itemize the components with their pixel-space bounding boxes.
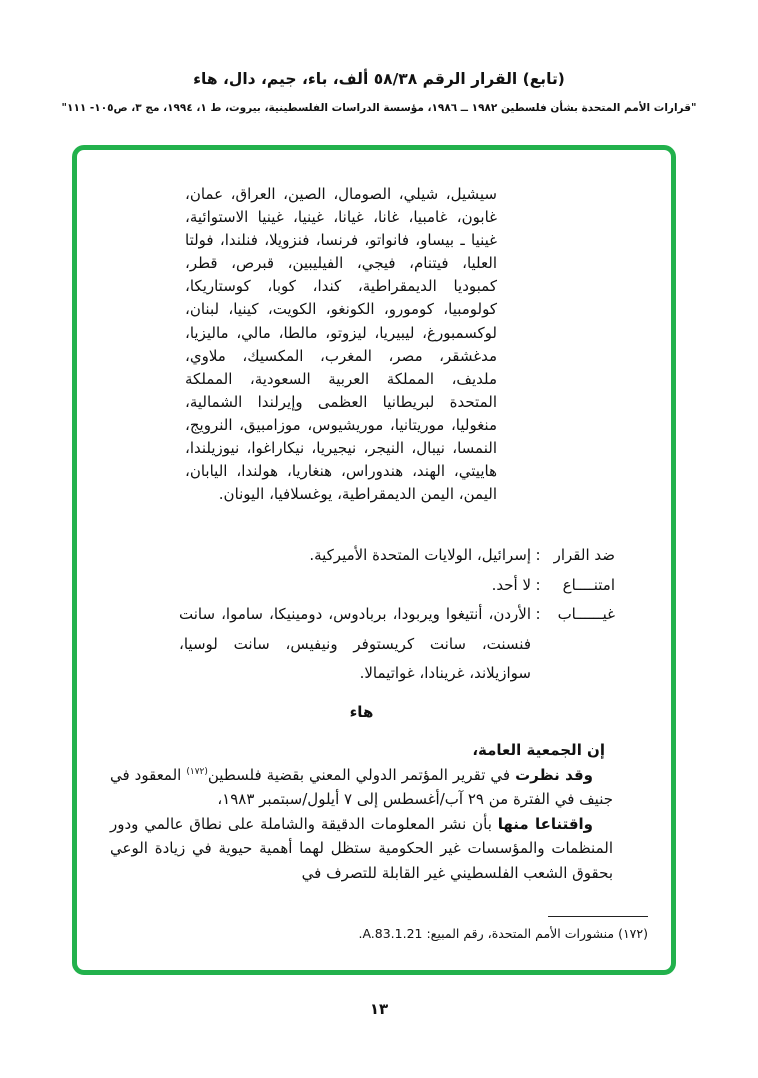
vote-colon: : xyxy=(535,575,541,594)
paragraph-text: المعقود في جنيف في الفترة من ٢٩ آب/أغسطس إلى ٧ أيلول/سبتمبر ١٩٨٣، xyxy=(110,765,613,809)
footnote-reference: (١٧٢) xyxy=(186,766,208,777)
preamble-paragraph xyxy=(110,812,613,886)
vote-results-block xyxy=(179,541,615,689)
in-favour-country-list: سيشيل، شيلي، الصومال، الصين، العراق، عمان، غابون، غامبيا، غانا، غيانا، غينيا، غينيا الاستوائية، غينيا ـ بيساو، فانواتو، فرنسا، فنزويلا، فنلندا، فولتا العليا، فيتنام، فيجي، الفيليبين، قبرص، قطر، كمبوديا الديمقراطية، كندا، كوبا، كوستاريكا، كولومبيا، كومورو، الكونغو، الكويت، كينيا، لبنان، لوكسمبورغ، ليبيريا، ليزوتو، مالطا، مالي، ماليزيا، مدغشقر، مصر، المغرب، المكسيك، ملاوي، ملديف، المملكة العربية السعودية، المملكة المتحدة لبريطانيا العظمى وإيرلندا الشمالية، منغوليا، موريتانيا، موريشيوس، موزامبيق، النرويج، النمسا، نيبال، النيجر، نيجيريا، نيكاراغوا، نيوزيلندا، هاييتي، الهند، هندوراس، هنغاريا، هولندا، اليابان، اليمن، اليمن الديمقراطية، يوغسلافيا، اليونان. xyxy=(185,185,497,504)
vote-colon: : xyxy=(535,546,541,564)
vote-row-absent xyxy=(179,600,615,689)
paragraph-text: بأن نشر المعلومات الدقيقة والشاملة على نطاق عالمي ودور المنظمات والمؤسسات غير الحكومية ستظل لهما أهمية حيوية في زيادة الوعي بحقوق الشعب الفلسطيني غير القابلة للتصرف في xyxy=(110,814,613,882)
vote-label: ضد القرار xyxy=(553,546,615,564)
vote-row-abstain xyxy=(179,571,615,601)
vote-value: لا أحد. xyxy=(491,575,531,594)
paragraph-lead: وقد نظرت xyxy=(515,765,593,784)
page-number: ١٣ xyxy=(369,1000,389,1018)
preamble-opening: إن الجمعية العامة، xyxy=(472,741,605,759)
vote-colon: : xyxy=(535,605,541,623)
vote-value: الأردن، أنتيغوا ويربودا، بربادوس، دومينيكا، ساموا، سانت فنسنت، سانت كريستوفر ونيفيس، سانت لوسيا، سوازيلاند، غرينادا، غواتيمالا. xyxy=(179,605,531,682)
paragraph-text: في تقرير المؤتمر الدولي المعني بقضية فلسطين xyxy=(207,765,516,784)
footnote-text: منشورات الأمم المتحدة، رقم المبيع: xyxy=(426,926,615,941)
vote-value: إسرائيل، الولايات المتحدة الأميركية. xyxy=(309,546,531,564)
content-frame xyxy=(72,145,676,975)
vote-label: امتنــــاع xyxy=(562,575,615,594)
page-title: (تابع) القرار الرقم ٥٨/٣٨ ألف، باء، جيم، دال، هاء xyxy=(193,70,565,88)
source-citation: "قرارات الأمم المتحدة بشأن فلسطين ١٩٨٢ ــ ١٩٨٦، مؤسسة الدراسات الفلسطينية، بيروت، ط ١، ١٩٩٤، مج ٣، ص١٠٥- ١١١" xyxy=(61,102,697,114)
vote-label: غيــــــاب xyxy=(557,605,615,623)
footnote-sales-number: A.83.1.21. xyxy=(358,926,423,941)
footnote-separator xyxy=(548,916,648,917)
preamble-paragraph xyxy=(110,763,613,812)
paragraph-lead: واقتناعا منها xyxy=(497,814,593,833)
footnote xyxy=(218,924,648,944)
vote-row-against xyxy=(179,541,615,571)
resolution-preamble xyxy=(110,738,613,886)
footnote-marker: (١٧٢) xyxy=(618,926,648,941)
section-heading-haa: هاء xyxy=(349,703,374,721)
